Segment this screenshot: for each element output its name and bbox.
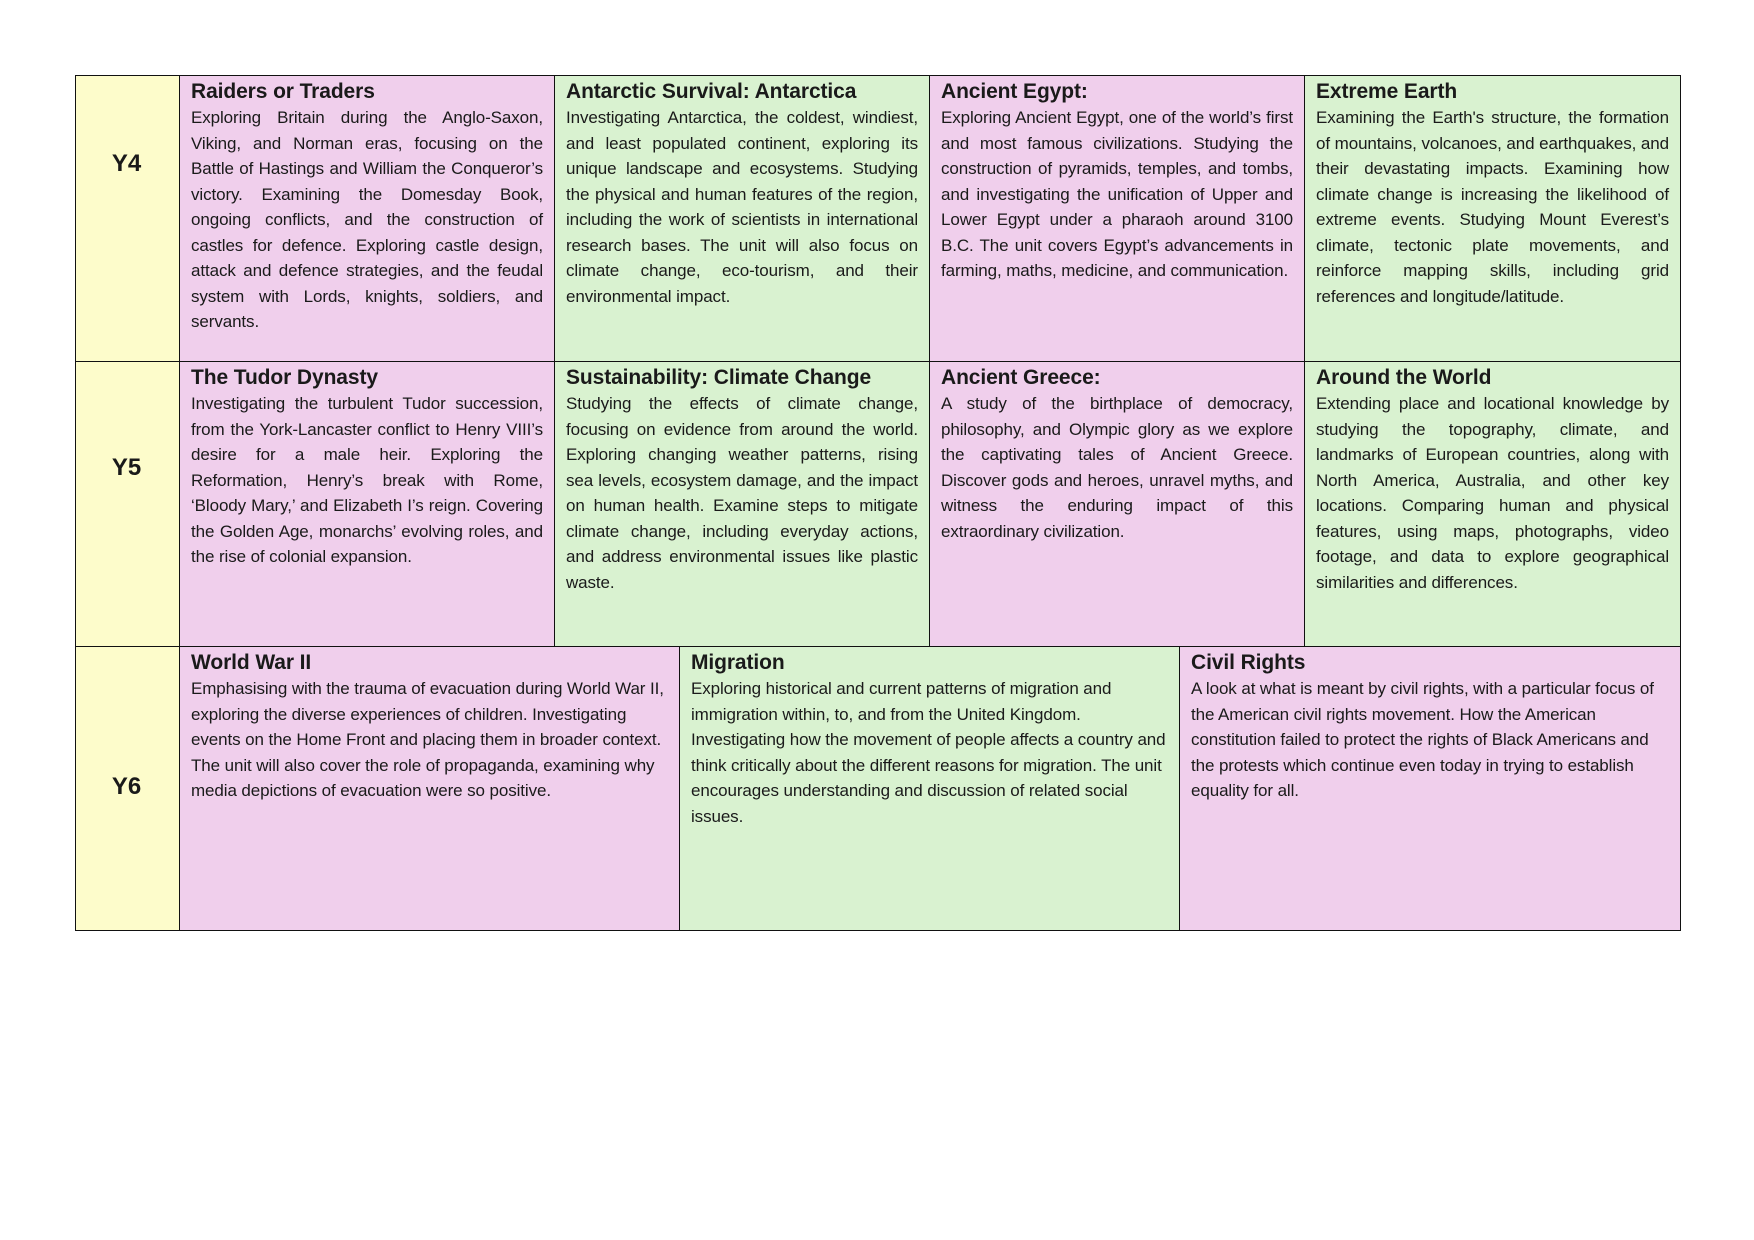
table-row-y6	[76, 647, 1680, 930]
unit-description: Exploring Ancient Egypt, one of the world’s first and most famous civilizations. Studying the construction of pyramids, temples, and tombs, and investigating the unification of Upper and Lower Egypt under a pharaoh around 3100 B.C. The unit covers Egypt’s advancements in farming, maths, medicine, and communication.	[941, 108, 1293, 280]
table-row-y4	[76, 76, 1680, 362]
unit-title: Antarctic Survival: Antarctica	[566, 80, 857, 103]
unit-cell-tudor-dynasty	[180, 362, 555, 646]
unit-cell-ancient-egypt	[930, 76, 1305, 361]
unit-title: Sustainability: Climate Change	[566, 366, 872, 389]
unit-cell-ancient-greece	[930, 362, 1305, 646]
unit-cell-sustainability	[555, 362, 930, 646]
unit-description: A look at what is meant by civil rights, with a particular focus of the American civil rights movement. How the American constitution failed to protect the rights of Black Americans and the protests which continue even today in trying to establish equality for all.	[1191, 679, 1654, 800]
unit-cell-extreme-earth	[1305, 76, 1680, 361]
unit-title: Extreme Earth	[1316, 80, 1458, 103]
unit-description: Extending place and locational knowledge by studying the topography, climate, and landmarks of European countries, along with North America, Australia, and other key locations. Comparing human and physical features, using maps, photographs, video footage, and data to explore geographical similarities and differences.	[1316, 394, 1669, 592]
unit-title: Ancient Egypt:	[941, 80, 1088, 103]
unit-cell-migration	[680, 647, 1180, 930]
unit-description: Emphasising with the trauma of evacuation during World War II, exploring the diverse experiences of children. Investigating events on the Home Front and placing them in broader context. The unit will also cover the role of propaganda, examining why media depictions of evacuation were so positive.	[191, 679, 664, 800]
unit-title: Migration	[691, 651, 785, 674]
unit-title: The Tudor Dynasty	[191, 366, 378, 389]
unit-cell-around-the-world	[1305, 362, 1680, 646]
unit-title: Ancient Greece:	[941, 366, 1101, 389]
unit-cell-antarctic-survival	[555, 76, 930, 361]
unit-title: World War II	[191, 651, 312, 674]
unit-description: Studying the effects of climate change, focusing on evidence from around the world. Exploring changing weather patterns, rising sea levels, ecosystem damage, and the impact on human health. Examine steps to mitigate climate change, including everyday actions, and address environmental issues like plastic waste.	[566, 394, 918, 592]
year-label: Y6	[76, 647, 180, 930]
unit-description: Examining the Earth's structure, the formation of mountains, volcanoes, and earthquakes, and their devastating impacts. Examining how climate change is increasing the likelihood of extreme events. Studying Mount Everest’s climate, tectonic plate movements, and reinforce mapping skills, including grid references and longitude/latitude.	[1316, 108, 1669, 306]
unit-description: Exploring historical and current patterns of migration and immigration within, to, and from the United Kingdom. Investigating how the movement of people affects a country and think critically about the different reasons for migration. The unit encourages understanding and discussion of related social issues.	[691, 679, 1166, 826]
unit-cell-world-war-ii	[180, 647, 680, 930]
year-label: Y4	[76, 76, 180, 361]
unit-description: A study of the birthplace of democracy, philosophy, and Olympic glory as we explore the captivating tales of Ancient Greece. Discover gods and heroes, unravel myths, and witness the enduring impact of this extraordinary civilization.	[941, 394, 1293, 541]
unit-description: Investigating the turbulent Tudor succession, from the York-Lancaster conflict to Henry VIII’s desire for a male heir. Exploring the Reformation, Henry’s break with Rome, ‘Bloody Mary,’ and Elizabeth I’s reign. Covering the Golden Age, monarchs’ evolving roles, and the rise of colonial expansion.	[191, 394, 543, 566]
unit-title: Civil Rights	[1191, 651, 1306, 674]
unit-description: Investigating Antarctica, the coldest, windiest, and least populated continent, exploring its unique landscape and ecosystems. Studying the physical and human features of the region, including the work of scientists in international research bases. The unit will also focus on climate change, eco-tourism, and their environmental impact.	[566, 108, 918, 306]
unit-title: Around the World	[1316, 366, 1492, 389]
unit-cell-raiders-or-traders	[180, 76, 555, 361]
table-row-y5	[76, 362, 1680, 647]
year-label: Y5	[76, 362, 180, 646]
unit-description: Exploring Britain during the Anglo-Saxon, Viking, and Norman eras, focusing on the Battle of Hastings and William the Conqueror’s victory. Examining the Domesday Book, ongoing conflicts, and the construction of castles for defence. Exploring castle design, attack and defence strategies, and the feudal system with Lords, knights, soldiers, and servants.	[191, 108, 543, 331]
curriculum-table	[75, 75, 1681, 931]
unit-cell-civil-rights	[1180, 647, 1680, 930]
unit-title: Raiders or Traders	[191, 80, 375, 103]
